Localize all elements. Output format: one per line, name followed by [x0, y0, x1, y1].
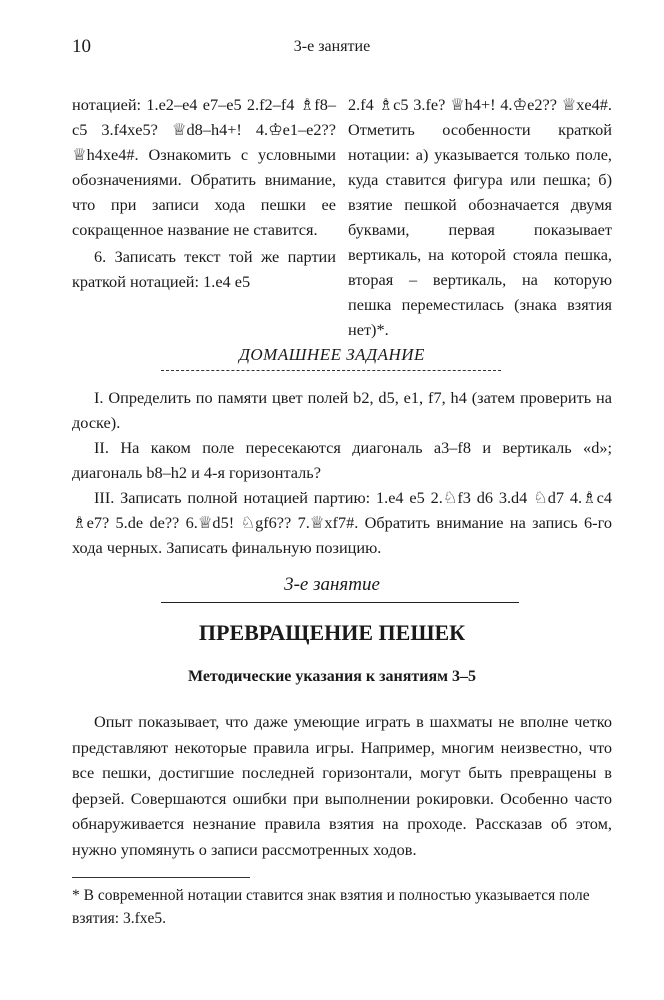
- chapter-title: ПРЕВРАЩЕНИЕ ПЕШЕК: [198, 620, 466, 645]
- homework-divider: [161, 370, 501, 371]
- homework-item-3: III. Записать полной нотацией партию: 1.e4 e5 2.♘f3 d6 3.d4 ♘d7 4.♗c4 ♗e7? 5.de de?? 6.♕d5! ♘gf6?? 7.♕xf7#. Обратить внимание на запись 6-го хода черных. Записать финальную позицию.: [72, 488, 612, 557]
- footnote-text: * В современной нотации ставится знак взятия и полностью указывается поле взятия: 3.fxe5.: [72, 887, 590, 927]
- homework-title: ДОМАШНЕЕ ЗАДАНИЕ: [239, 345, 425, 364]
- main-paragraph: Опыт показывает, что даже умеющие играть в шахматы не вполне четко представляют некоторые правила игры. Например, многим неизвестно, что все пешки, достигшие последней горизонтали, могут быть превращены в ферзей. Совершаются ошибки при выполнении рокировки. Особенно часто обнаруживается незнание правила взятия на проходе. Рассказав об этом, нужно упомянуть о записи рассмотренных ходов.: [72, 712, 612, 859]
- lesson-divider: [161, 602, 519, 603]
- footnote-divider: [72, 877, 250, 878]
- homework-item-1: I. Определить по памяти цвет полей b2, d5, e1, f7, h4 (затем проверить на доске).: [72, 388, 612, 432]
- homework-item-2: II. На каком поле пересекаются диагональ a3–f8 и вертикаль «d»; диагональ b8–h2 и 4-я горизонталь?: [72, 438, 612, 482]
- left-paragraph-task-6: 6. Записать текст той же партии краткой нотацией: 1.e4 e5: [72, 247, 336, 291]
- homework-body: [72, 385, 612, 560]
- right-column: [348, 92, 612, 342]
- left-paragraph: нотацией: 1.e2–e4 e7–e5 2.f2–f4 ♗f8–c5 3.f4xe5? ♕d8–h4+! 4.♔e1–e2?? ♕h4xe4#. Ознакомить с условными обозначениями. Обратить внимание, что при записи хода пешки ее сокращенное название не ставится.: [72, 95, 336, 239]
- lesson-label: 3-е занятие: [284, 574, 380, 595]
- footnote: [72, 884, 612, 930]
- left-column: [72, 92, 336, 342]
- page-number: 10: [72, 36, 91, 57]
- main-text: [72, 709, 612, 862]
- two-column-text: [72, 92, 612, 342]
- right-paragraph: 2.f4 ♗c5 3.fe? ♕h4+! 4.♔e2?? ♕xe4#. Отметить особенности краткой нотации: а) указывается только поле, куда ставится фигура или пешка; б) взятие пешкой обозначается двумя буквами, первая показывает вертикаль, на которой стояла пешка, вторая – вертикаль, на которую пешка переместилась (знака взятия нет)*.: [348, 95, 612, 339]
- method-heading: Методические указания к занятиям 3–5: [187, 668, 477, 685]
- running-title: 3-е занятие: [293, 38, 371, 55]
